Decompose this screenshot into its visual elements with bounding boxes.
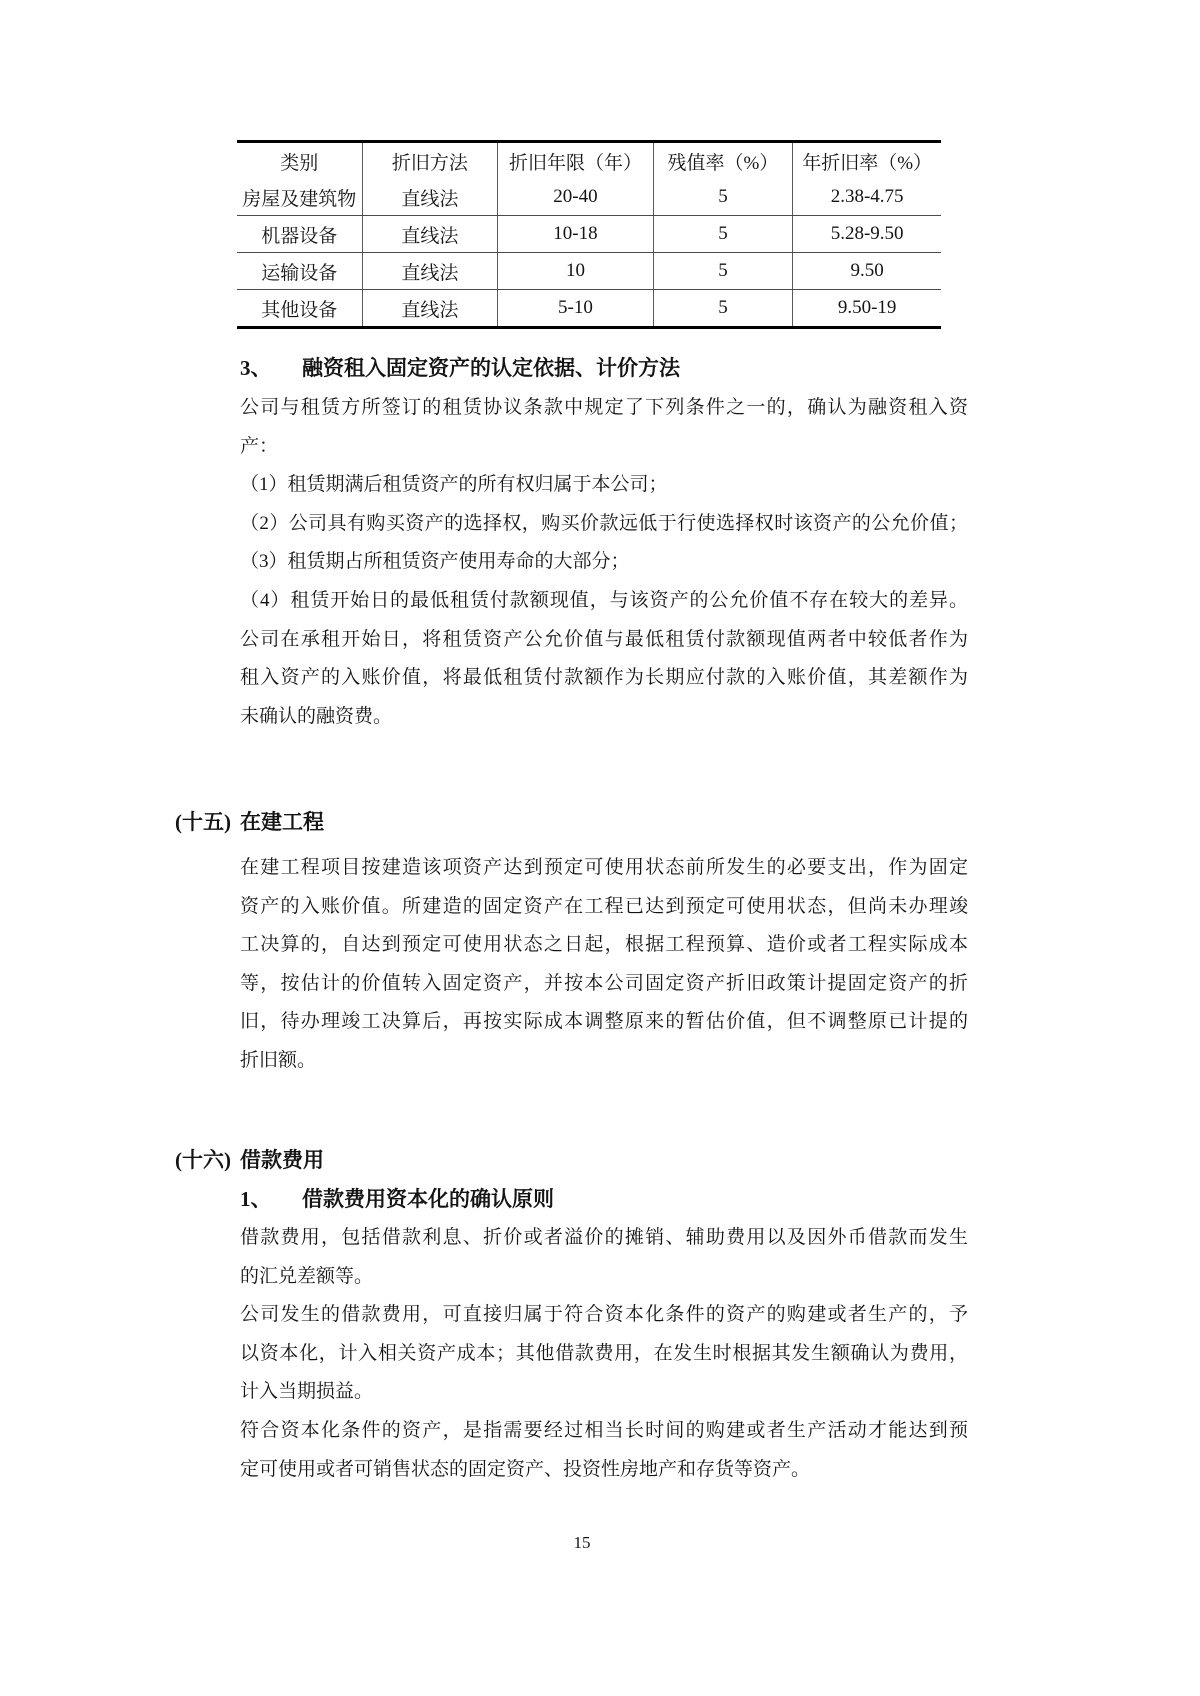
table-header-cell: 类别: [237, 142, 362, 180]
text-line: 租入资产的入账价值，将最低租赁付款额作为长期应付款的入账价值，其差额作为: [240, 667, 968, 689]
section-title: 借款费用: [240, 1148, 324, 1172]
table-cell: 5: [653, 253, 793, 290]
heading-number: 1、: [240, 1187, 272, 1211]
section-financing-lease: [240, 349, 968, 736]
text-line: 定可使用或者可销售状态的固定资产、投资性房地产和存货等资产。: [240, 1458, 811, 1480]
section-label: (十五): [175, 810, 231, 834]
text-line: （2）公司具有购买资产的选择权，购买价款远低于行使选择权时该资产的公允价值；: [240, 512, 968, 534]
table-cell: 直线法: [362, 253, 498, 290]
table-cell: 直线法: [362, 290, 498, 328]
table-cell: 5.28-9.50: [793, 216, 941, 253]
table-cell: 10: [498, 253, 653, 290]
table-row: [237, 253, 941, 290]
text-line: 资产的入账价值。所建造的固定资产在工程已达到预定可使用状态，但尚未办理竣: [240, 895, 968, 917]
heading-borrowing-costs: [175, 1141, 968, 1180]
paragraph-financing-lease: [240, 389, 968, 736]
depreciation-table: [237, 140, 941, 329]
text-line: 以资本化，计入相关资产成本；其他借款费用，在发生时根据其发生额确认为费用，: [240, 1342, 968, 1364]
table-cell: 5: [653, 290, 793, 328]
heading-financing-lease: [240, 349, 968, 388]
table-row: [237, 216, 941, 253]
table-cell: 5: [653, 179, 793, 216]
text-line: 公司在承租开始日，将租赁资产公允价值与最低租赁付款额现值两者中较低者作为: [240, 628, 968, 650]
table-header-cell: 折旧年限（年）: [498, 142, 653, 180]
section-construction-in-progress: [175, 803, 968, 1081]
table-cell: 运输设备: [237, 253, 362, 290]
table-cell: 直线法: [362, 216, 498, 253]
heading-construction-in-progress: [175, 803, 968, 842]
text-line: 在建工程项目按建造该项资产达到预定可使用状态前所发生的必要支出，作为固定: [240, 857, 968, 878]
depreciation-table-head: [237, 142, 941, 180]
text-line: （4）租赁开始日的最低租赁付款额现值，与该资产的公允价值不存在较大的差异。: [240, 589, 968, 611]
table-cell: 5-10: [498, 290, 653, 328]
text-line: 公司与租赁方所签订的租赁协议条款中规定了下列条件之一的，确认为融资租入资: [240, 397, 968, 418]
text-line: （3）租赁期占所租赁资产使用寿命的大部分；: [240, 551, 630, 573]
table-cell: 9.50-19: [793, 290, 941, 328]
table-row: [237, 290, 941, 328]
table-cell: 5: [653, 216, 793, 253]
table-cell: 20-40: [498, 179, 653, 216]
table-cell: 10-18: [498, 216, 653, 253]
section-label: (十六): [175, 1148, 231, 1172]
text-line: 折旧额。: [240, 1049, 317, 1071]
table-header-cell: 折旧方法: [362, 142, 498, 180]
heading-title: 融资租入固定资产的认定依据、计价方法: [302, 356, 680, 380]
text-line: 旧，待办理竣工决算后，再按实际成本调整原来的暂估价值，但不调整原已计提的: [240, 1011, 968, 1033]
heading-number: 3、: [240, 356, 272, 380]
text-line: 未确认的融资费。: [240, 705, 393, 727]
paragraph-borrowing-costs: [240, 1219, 968, 1489]
text-line: 符合资本化条件的资产，是指需要经过相当长时间的购建或者生产活动才能达到预: [240, 1419, 968, 1441]
text-line: 等，按估计的价值转入固定资产，并按本公司固定资产折旧政策计提固定资产的折: [240, 972, 968, 994]
heading-capitalization-principle: [240, 1180, 968, 1219]
table-cell: 2.38-4.75: [793, 179, 941, 216]
depreciation-table-body: [237, 179, 941, 328]
table-header-cell: 残值率（%）: [653, 142, 793, 180]
text-line: 借款费用，包括借款利息、折价或者溢价的摊销、辅助费用以及因外币借款而发生: [240, 1227, 968, 1248]
table-cell: 直线法: [362, 179, 498, 216]
text-line: 产：: [240, 435, 279, 457]
table-cell: 9.50: [793, 253, 941, 290]
table-cell: 房屋及建筑物: [237, 179, 362, 216]
paragraph-construction-in-progress: [240, 849, 968, 1081]
section-title: 在建工程: [240, 810, 324, 834]
table-cell: 其他设备: [237, 290, 362, 328]
heading-title: 借款费用资本化的确认原则: [302, 1187, 554, 1211]
table-cell: 机器设备: [237, 216, 362, 253]
text-line: （1）租赁期满后租赁资产的所有权归属于本公司；: [240, 474, 668, 496]
table-row: [237, 179, 941, 216]
text-line: 计入当期损益。: [240, 1381, 374, 1403]
table-header-cell: 年折旧率（%）: [793, 142, 941, 180]
page-number: 15: [573, 1533, 591, 1552]
text-line: 工决算的，自达到预定可使用状态之日起，根据工程预算、造价或者工程实际成本: [240, 934, 968, 956]
text-line: 公司发生的借款费用，可直接归属于符合资本化条件的资产的购建或者生产的，予: [240, 1304, 968, 1326]
section-borrowing-costs: [175, 1141, 968, 1489]
text-line: 的汇兑差额等。: [240, 1265, 374, 1287]
table-header-row: [237, 142, 941, 180]
